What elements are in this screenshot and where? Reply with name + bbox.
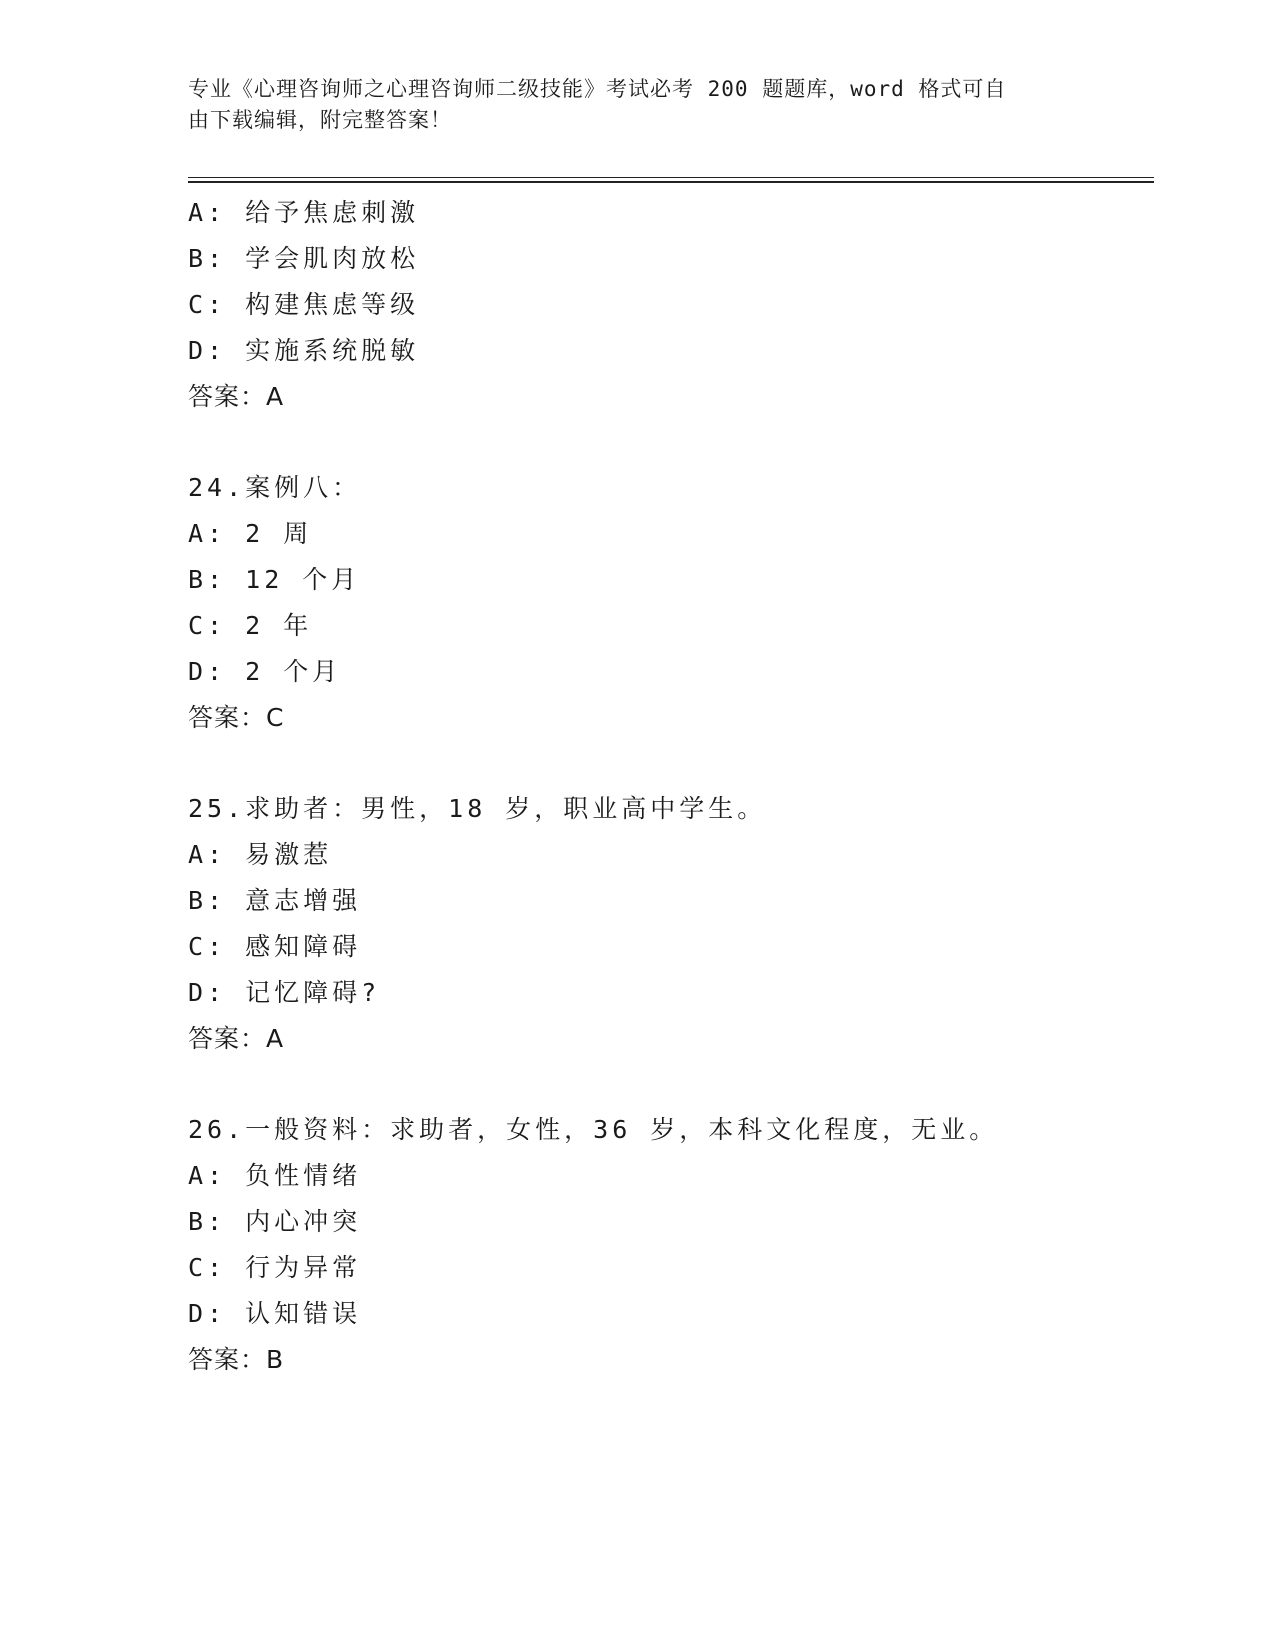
option-a: A: 给予焦虑刺激	[188, 198, 420, 227]
header-divider-thin	[188, 177, 1154, 178]
option-d: D: 实施系统脱敏	[188, 336, 420, 365]
answer-label: 答案：A	[188, 1024, 285, 1053]
option-b: B: 意志增强	[188, 886, 362, 915]
question-block-26	[188, 1107, 1148, 1383]
answer-label: 答案：A	[188, 382, 285, 411]
header-line-2: 由下载编辑，附完整答案！	[188, 108, 452, 132]
option-c: C: 2 年	[188, 611, 313, 640]
option-a: A: 负性情绪	[188, 1161, 362, 1190]
option-b: B: 学会肌肉放松	[188, 244, 420, 273]
option-b: B: 内心冲突	[188, 1207, 362, 1236]
question-block-24	[188, 465, 1148, 741]
question-stem: 25.求助者：男性，18 岁，职业高中学生。	[188, 794, 767, 823]
header-divider-thick	[188, 181, 1154, 183]
document-header	[188, 74, 1068, 136]
answer-label: 答案：C	[188, 703, 285, 732]
question-list	[188, 190, 1148, 1428]
option-a: A: 2 周	[188, 519, 313, 548]
option-c: C: 行为异常	[188, 1253, 362, 1282]
option-c: C: 构建焦虑等级	[188, 290, 420, 319]
option-d: D: 认知错误	[188, 1299, 362, 1328]
question-block-25	[188, 786, 1148, 1062]
option-c: C: 感知障碍	[188, 932, 362, 961]
question-block-23	[188, 190, 1148, 420]
option-b: B: 12 个月	[188, 565, 361, 594]
header-line-1: 专业《心理咨询师之心理咨询师二级技能》考试必考 200 题题库，word 格式可自	[188, 77, 1007, 101]
answer-label: 答案：B	[188, 1345, 285, 1374]
option-d: D: 记忆障碍?	[188, 978, 381, 1007]
option-a: A: 易激惹	[188, 840, 333, 869]
question-stem: 26.一般资料：求助者，女性，36 岁，本科文化程度，无业。	[188, 1115, 999, 1144]
question-stem: 24.案例八：	[188, 473, 362, 502]
option-d: D: 2 个月	[188, 657, 342, 686]
